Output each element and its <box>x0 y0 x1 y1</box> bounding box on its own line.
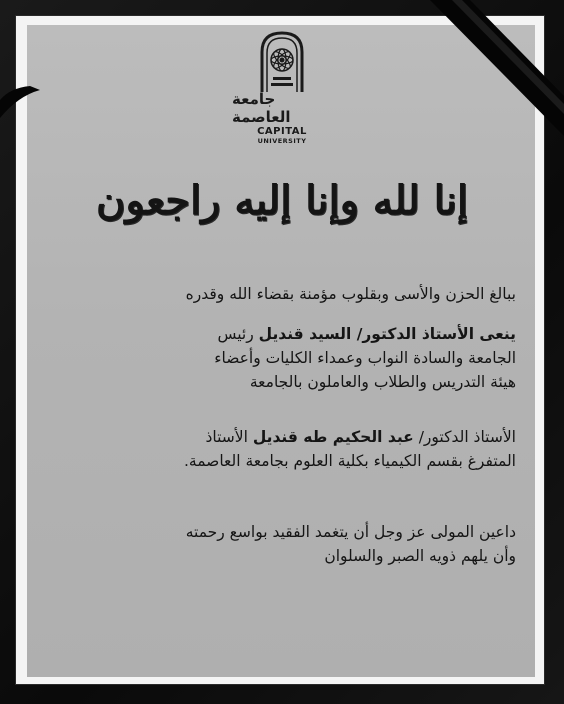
announcement-line-1 <box>50 322 516 346</box>
announcement-line-2: الجامعة والسادة النواب وعمداء الكليات وأعضاء <box>214 349 516 367</box>
logo-arabic-name: جامعة العاصمة <box>232 90 291 126</box>
deceased-title: الأستاذ الدكتور/ <box>413 428 516 446</box>
deceased-line-1-rest: الأستاذ <box>205 428 253 446</box>
deceased-name: عبد الحكيم طه قنديل <box>252 428 414 446</box>
quran-verse-calligraphy <box>95 150 469 250</box>
university-emblem-icon <box>259 30 305 92</box>
logo-english-subname: UNIVERSITY <box>257 137 307 145</box>
president-name: ينعى الأستاذ الدكتور/ السيد قنديل <box>258 325 516 343</box>
logo-english-name: CAPITAL <box>257 126 307 137</box>
opening-line-text: ببالغ الحزن والأسى وبقلوب مؤمنة بقضاء الله وقدره <box>185 285 516 303</box>
verse-text: إنا لله وإنا إليه راجعون <box>95 176 469 224</box>
announcement-paragraph <box>50 322 516 394</box>
university-logo <box>232 30 332 150</box>
deceased-line-2: المتفرغ بقسم الكيمياء بكلية العلوم بجامعة العاصمة. <box>183 452 516 470</box>
prayer-line-2: وأن يلهم ذويه الصبر والسلوان <box>324 547 516 565</box>
announcement-line-3: هيئة التدريس والطلاب والعاملون بالجامعة <box>249 373 516 391</box>
opening-line <box>50 282 516 306</box>
deceased-paragraph <box>50 425 516 473</box>
prayer-line-1: داعين المولى عز وجل أن يتغمد الفقيد بواسع رحمته <box>185 523 516 541</box>
deceased-line-1 <box>50 425 516 449</box>
announcement-line-1-rest: رئيس <box>217 325 259 343</box>
prayer-paragraph <box>50 520 516 568</box>
